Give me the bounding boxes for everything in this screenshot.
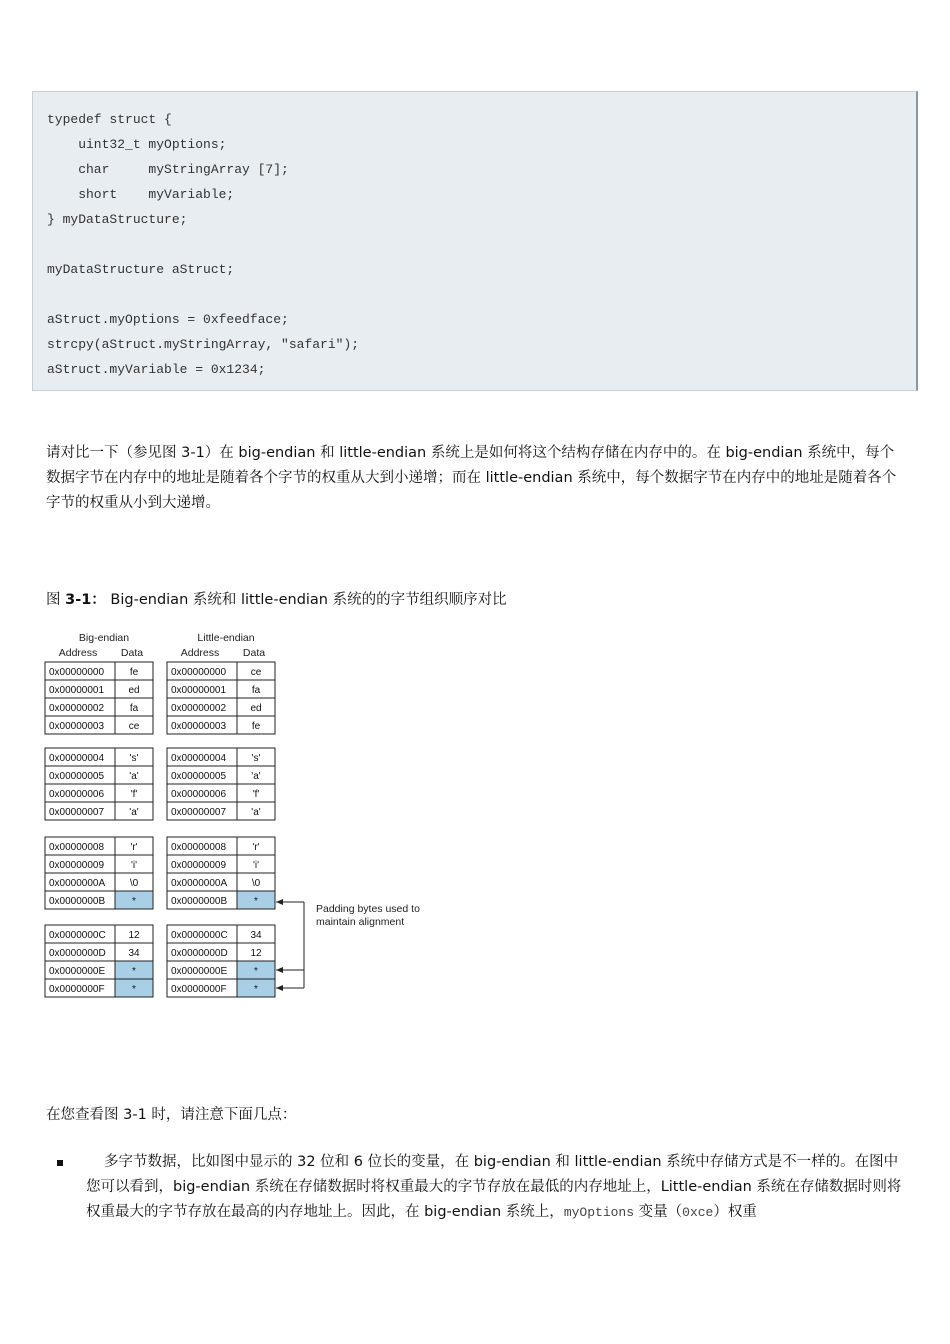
little-address-label: 0x00000005 bbox=[171, 771, 227, 782]
little-data-label: 'i' bbox=[252, 860, 260, 871]
caption-number: 3-1： bbox=[65, 592, 106, 608]
big-address-label: 0x00000009 bbox=[49, 860, 105, 871]
arrow-icon bbox=[276, 899, 283, 905]
little-address-header: Address bbox=[180, 647, 220, 659]
big-endian-title: Big-endian bbox=[78, 632, 130, 644]
little-address-label: 0x00000003 bbox=[171, 721, 227, 732]
big-address-label: 0x00000000 bbox=[49, 667, 105, 678]
little-data-label: * bbox=[254, 966, 258, 977]
little-data-label: 'r' bbox=[252, 842, 260, 853]
code-line: char myStringArray [7]; bbox=[47, 162, 289, 177]
little-address-label: 0x00000004 bbox=[171, 753, 227, 764]
big-address-label: 0x0000000E bbox=[49, 966, 106, 977]
little-data-label: 's' bbox=[251, 753, 261, 764]
big-data-label: 'f' bbox=[130, 789, 138, 800]
little-address-label: 0x0000000F bbox=[171, 984, 227, 995]
caption-text: Big-endian 系统和 little-endian 系统的的字节组织顺序对比 bbox=[105, 592, 507, 608]
little-address-label: 0x0000000A bbox=[171, 878, 228, 889]
big-address-label: 0x00000001 bbox=[49, 685, 105, 696]
little-data-label: 34 bbox=[250, 930, 262, 941]
big-address-label: 0x00000008 bbox=[49, 842, 105, 853]
little-data-label: fa bbox=[251, 685, 261, 696]
notes-intro: 在您查看图 3-1 时，请注意下面几点： bbox=[46, 1107, 297, 1123]
little-address-label: 0x0000000E bbox=[171, 966, 228, 977]
big-data-label: 's' bbox=[129, 753, 139, 764]
code-line: typedef struct { bbox=[47, 112, 172, 127]
little-data-label: * bbox=[254, 896, 258, 907]
bullet-icon bbox=[57, 1160, 63, 1166]
big-data-label: \0 bbox=[129, 878, 139, 889]
big-address-label: 0x00000007 bbox=[49, 807, 105, 818]
little-address-label: 0x0000000C bbox=[171, 930, 228, 941]
little-address-label: 0x00000001 bbox=[171, 685, 227, 696]
padding-note-line2: maintain alignment bbox=[316, 916, 405, 928]
big-address-header: Address bbox=[58, 647, 98, 659]
big-data-label: 12 bbox=[128, 930, 140, 941]
little-data-label: 'f' bbox=[252, 789, 260, 800]
code-line: strcpy(aStruct.myStringArray, "safari"); bbox=[47, 337, 360, 352]
big-address-label: 0x00000003 bbox=[49, 721, 105, 732]
little-data-label: fe bbox=[251, 721, 261, 732]
little-data-label: \0 bbox=[251, 878, 261, 889]
code-line: uint32_t myOptions; bbox=[47, 137, 227, 152]
big-data-label: 'i' bbox=[130, 860, 138, 871]
bullet-text-c: ）权重 bbox=[713, 1204, 757, 1220]
code-line: aStruct.myVariable = 0x1234; bbox=[47, 362, 266, 377]
padding-arrowheads bbox=[276, 899, 283, 991]
little-address-label: 0x00000006 bbox=[171, 789, 227, 800]
big-data-label: fa bbox=[129, 703, 139, 714]
code-line: } myDataStructure; bbox=[47, 212, 188, 227]
bullet-item bbox=[86, 1150, 908, 1225]
little-address-label: 0x00000002 bbox=[171, 703, 227, 714]
big-data-label: 'r' bbox=[130, 842, 138, 853]
little-data-header: Data bbox=[242, 647, 266, 659]
big-data-label: 'a' bbox=[129, 771, 139, 782]
big-data-label: * bbox=[132, 896, 136, 907]
little-data-label: 'a' bbox=[251, 807, 261, 818]
code-0xce: 0xce bbox=[682, 1205, 714, 1220]
little-address-label: 0x0000000D bbox=[171, 948, 228, 959]
big-address-label: 0x00000002 bbox=[49, 703, 105, 714]
padding-annotation bbox=[276, 902, 304, 988]
bullet-text-b: 变量（ bbox=[634, 1204, 683, 1220]
big-address-label: 0x0000000D bbox=[49, 948, 106, 959]
code-myoptions: myOptions bbox=[563, 1205, 635, 1220]
big-data-label: * bbox=[132, 984, 136, 995]
code-line: myDataStructure aStruct; bbox=[47, 262, 235, 277]
big-address-label: 0x0000000F bbox=[49, 984, 105, 995]
code-line: short myVariable; bbox=[47, 187, 235, 202]
little-data-label: ce bbox=[250, 667, 262, 678]
little-address-label: 0x00000007 bbox=[171, 807, 227, 818]
intro-paragraph: 请对比一下（参见图 3-1）在 big-endian 和 little-endian 系统上是如何将这个结构存储在内存中的。在 big-endian 系统中，每个数据字节在内存中的地址是随着各个字节的权重从大到小递增；而在 little-endian 系统中，每个数据字节在内存中的地址是随着各个字节的权重从小到大递增。 bbox=[46, 445, 897, 511]
figure-caption bbox=[46, 588, 507, 609]
big-data-header: Data bbox=[120, 647, 144, 659]
little-data-label: 12 bbox=[250, 948, 262, 959]
big-data-label: ed bbox=[128, 685, 140, 696]
arrow-icon bbox=[276, 967, 283, 973]
big-data-label: 'a' bbox=[129, 807, 139, 818]
little-address-label: 0x00000009 bbox=[171, 860, 227, 871]
big-address-label: 0x00000006 bbox=[49, 789, 105, 800]
code-block bbox=[32, 91, 918, 391]
little-data-label: * bbox=[254, 984, 258, 995]
caption-prefix: 图 bbox=[46, 592, 66, 608]
bullet-text-a: 多字节数据，比如图中显示的 32 位和 6 位长的变量，在 big-endian 和 little-endian 系统中存储方式是不一样的。在图中您可以看到，big-endian 系统在存储数据时将权重最大的字节存放在最低的内存地址上，Little-endian 系统在存储数据时则将权重最大的字节存放在最高的内存地址上。因此，在 big-endian 系统上， bbox=[86, 1154, 902, 1220]
little-data-label: ed bbox=[250, 703, 262, 714]
big-data-label: 34 bbox=[128, 948, 140, 959]
padding-note-line1: Padding bytes used to bbox=[316, 903, 420, 915]
big-address-label: 0x0000000C bbox=[49, 930, 106, 941]
little-endian-title: Little-endian bbox=[197, 632, 255, 644]
big-address-label: 0x0000000B bbox=[49, 896, 106, 907]
endian-diagram bbox=[0, 620, 460, 1010]
little-address-label: 0x00000000 bbox=[171, 667, 227, 678]
big-data-label: fe bbox=[129, 667, 139, 678]
little-address-label: 0x00000008 bbox=[171, 842, 227, 853]
big-data-label: * bbox=[132, 966, 136, 977]
arrow-icon bbox=[276, 985, 283, 991]
big-address-label: 0x00000004 bbox=[49, 753, 105, 764]
little-data-label: 'a' bbox=[251, 771, 261, 782]
big-address-label: 0x0000000A bbox=[49, 878, 106, 889]
big-data-label: ce bbox=[128, 721, 140, 732]
little-address-label: 0x0000000B bbox=[171, 896, 228, 907]
big-address-label: 0x00000005 bbox=[49, 771, 105, 782]
code-line: aStruct.myOptions = 0xfeedface; bbox=[47, 312, 289, 327]
memory-tables bbox=[45, 662, 275, 997]
